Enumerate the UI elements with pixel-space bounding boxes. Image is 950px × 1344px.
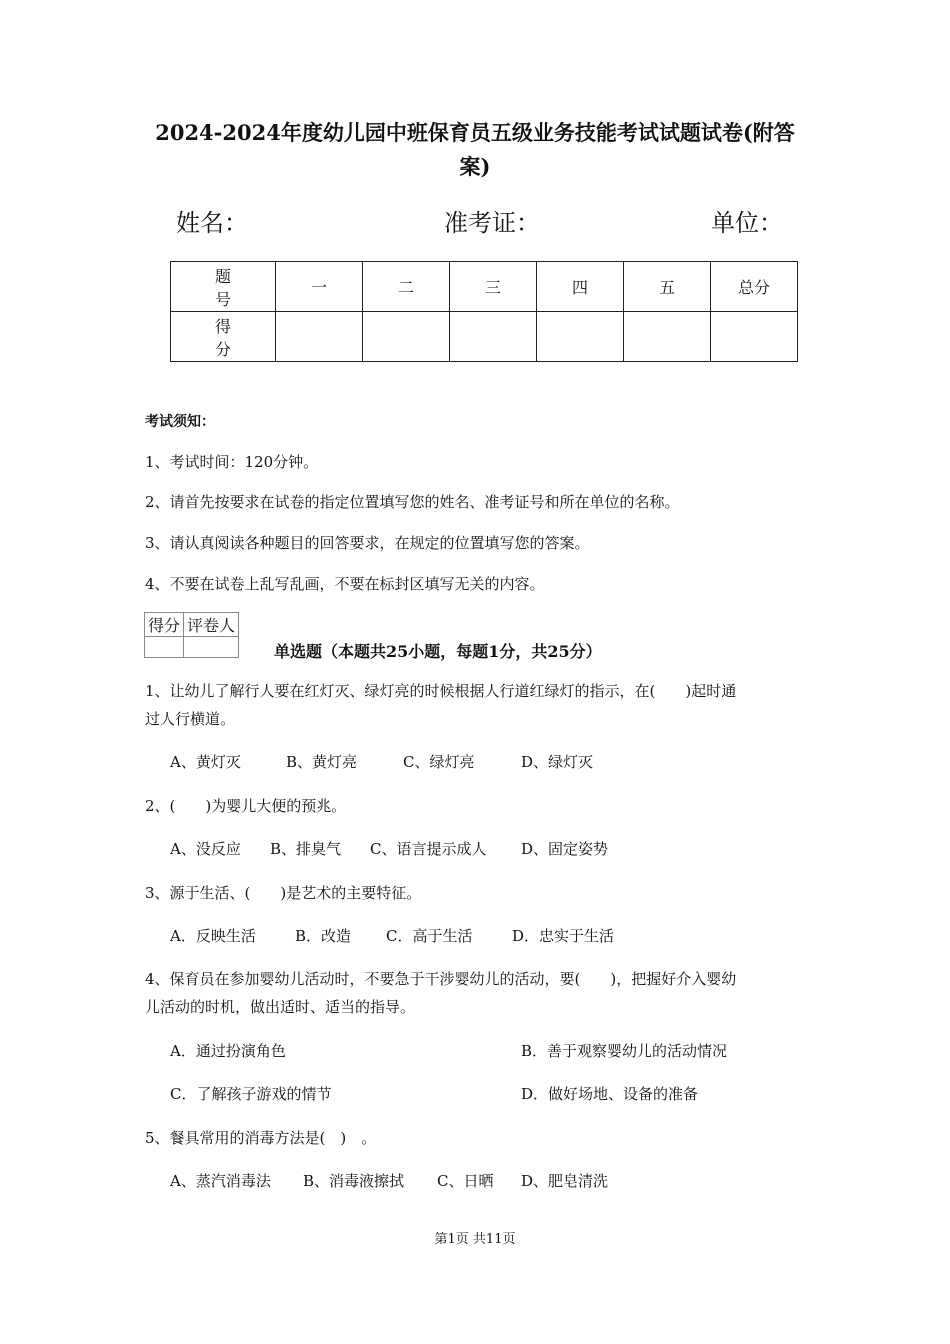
question-1-option-d[interactable]: D、绿灯灭 <box>521 753 594 771</box>
grader-box-grader-label: 评卷人 <box>184 613 239 637</box>
question-2-option-a[interactable]: A、没反应 <box>170 840 241 858</box>
score-input-cell[interactable] <box>711 312 798 362</box>
score-table-cell: 三 <box>450 262 537 312</box>
score-table-cell: 四 <box>537 262 624 312</box>
notice-item: 1、考试时间：120分钟。 <box>145 453 319 471</box>
score-table-score-row <box>171 312 798 362</box>
question-1-text: 1、让幼儿了解行人要在红灯灭、绿灯亮的时候根据人行道红绿灯的指示，在( )起时通 <box>145 682 737 700</box>
score-table-cell: 总分 <box>711 262 798 312</box>
score-table-cell: 一 <box>276 262 363 312</box>
question-3-text: 3、源于生活、( )是艺术的主要特征。 <box>145 884 422 902</box>
question-5-text: 5、餐具常用的消毒方法是( ) 。 <box>145 1129 377 1147</box>
question-5-option-a[interactable]: A、蒸汽消毒法 <box>170 1172 271 1190</box>
score-input-cell[interactable] <box>537 312 624 362</box>
question-2-option-d[interactable]: D、固定姿势 <box>521 840 609 858</box>
question-3-option-a[interactable]: A．反映生活 <box>170 927 256 945</box>
question-2-option-c[interactable]: C、语言提示成人 <box>370 840 487 858</box>
notice-item: 3、请认真阅读各种题目的回答要求，在规定的位置填写您的答案。 <box>145 534 590 552</box>
score-input-cell[interactable] <box>624 312 711 362</box>
question-4-text: 4、保育员在参加婴幼儿活动时，不要急于干涉婴幼儿的活动，要( )，把握好介入婴幼 <box>145 970 737 988</box>
score-table-cell: 五 <box>624 262 711 312</box>
question-4-option-c[interactable]: C．了解孩子游戏的情节 <box>170 1085 332 1103</box>
section-title: 单选题（本题共25小题，每题1分，共25分） <box>274 642 602 661</box>
grader-box-grader-cell[interactable] <box>184 637 239 658</box>
question-5-option-b[interactable]: B、消毒液擦拭 <box>303 1172 405 1190</box>
question-3-option-d[interactable]: D．忠实于生活 <box>512 927 615 945</box>
grader-box-score-cell[interactable] <box>145 637 184 658</box>
question-1-option-a[interactable]: A、黄灯灭 <box>170 753 241 771</box>
score-input-cell[interactable] <box>276 312 363 362</box>
page-footer: 第1页 共11页 <box>434 1232 516 1247</box>
score-table <box>170 261 798 362</box>
question-1-text-cont: 过人行横道。 <box>145 710 236 728</box>
question-3-option-c[interactable]: C．高于生活 <box>386 927 473 945</box>
question-2-option-b[interactable]: B、排臭气 <box>270 840 342 858</box>
question-4-option-b[interactable]: B．善于观察婴幼儿的活动情况 <box>521 1042 728 1060</box>
document-title <box>120 116 830 184</box>
notice-item: 4、不要在试卷上乱写乱画，不要在标封区填写无关的内容。 <box>145 575 545 593</box>
score-input-cell[interactable] <box>363 312 450 362</box>
score-table-header-row <box>171 262 798 312</box>
title-line-1: 2024-2024年度幼儿园中班保育员五级业务技能考试试题试卷(附答 <box>155 120 795 145</box>
unit-field-label: 单位： <box>711 209 783 237</box>
score-table-cell: 题 号 <box>171 262 276 312</box>
question-5-option-d[interactable]: D、肥皂清洗 <box>521 1172 609 1190</box>
name-field-label: 姓名： <box>176 209 248 237</box>
question-1-option-b[interactable]: B、黄灯亮 <box>286 753 358 771</box>
question-3-option-b[interactable]: B．改造 <box>295 927 352 945</box>
question-2-text: 2、( )为婴儿大便的预兆。 <box>145 797 347 815</box>
score-table-cell: 得 分 <box>171 312 276 362</box>
question-5-option-c[interactable]: C、日晒 <box>437 1172 494 1190</box>
question-4-option-a[interactable]: A．通过扮演角色 <box>170 1042 286 1060</box>
exam-id-field-label: 准考证： <box>444 209 540 237</box>
question-1-option-c[interactable]: C、绿灯亮 <box>403 753 475 771</box>
question-4-text-cont: 儿活动的时机，做出适时、适当的指导。 <box>145 998 416 1016</box>
score-input-cell[interactable] <box>450 312 537 362</box>
title-line-2: 案) <box>459 154 491 179</box>
grader-box-score-label: 得分 <box>145 613 184 637</box>
question-4-option-d[interactable]: D．做好场地、设备的准备 <box>521 1085 699 1103</box>
grader-box <box>144 612 239 658</box>
notice-item: 2、请首先按要求在试卷的指定位置填写您的姓名、准考证号和所在单位的名称。 <box>145 493 680 511</box>
notice-heading: 考试须知： <box>145 414 215 430</box>
score-table-cell: 二 <box>363 262 450 312</box>
